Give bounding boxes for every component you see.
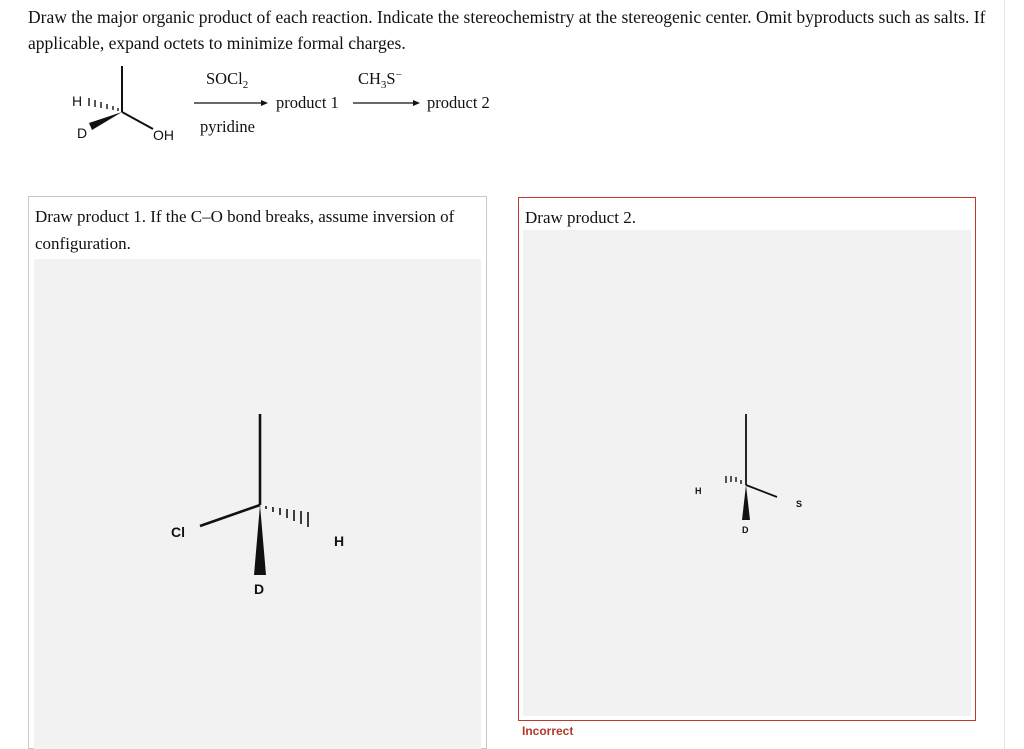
step2 xyxy=(353,69,490,112)
hash-bond-h xyxy=(89,98,118,111)
product1-d-atom: D xyxy=(254,581,265,597)
step1 xyxy=(194,69,339,136)
product2-label: product 2 xyxy=(427,93,490,112)
page-right-border xyxy=(1004,0,1005,749)
product2-d-atom: D xyxy=(742,525,749,535)
step1-solvent: pyridine xyxy=(200,117,255,136)
product2-feedback: Incorrect xyxy=(522,724,574,738)
product1-label: product 1 xyxy=(276,93,339,112)
product1-panel xyxy=(28,196,487,749)
product2-panel xyxy=(518,197,976,721)
product1-structure xyxy=(34,259,481,749)
step1-arrowhead xyxy=(261,100,268,106)
question-instructions: Draw the major organic product of each reaction. Indicate the stereochemistry at the stereogenic center. Omit byproducts such as salts. If applicable, expand octets to minimize formal charges. xyxy=(28,7,986,53)
product1-cl-atom: Cl xyxy=(171,524,185,540)
product2-s-atom: S xyxy=(796,499,803,509)
product2-drawing-canvas[interactable] xyxy=(523,230,971,716)
step2-reagent: $CH_3S^-$ xyxy=(358,69,402,91)
product2-prompt: Draw product 2. xyxy=(525,208,636,227)
wedge-bond-d xyxy=(89,112,122,130)
reactant-d-label: D xyxy=(77,125,88,141)
product2-structure xyxy=(523,230,971,716)
step1-reagent: SOCl$_2$ xyxy=(206,69,249,91)
reactant-h-label: H xyxy=(72,93,83,109)
product2-h-atom: H xyxy=(695,486,702,496)
reaction-scheme xyxy=(0,0,520,160)
product1-drawing-canvas[interactable] xyxy=(34,259,481,749)
product1-prompt: Draw product 1. If the C–O bond breaks, assume inversion of configuration. xyxy=(35,207,455,253)
reactant-oh-label: OH xyxy=(153,127,174,143)
reactant-structure xyxy=(72,66,174,143)
product1-wedge-d xyxy=(254,505,266,575)
product2-hash-h xyxy=(726,476,741,484)
product2-wedge-d xyxy=(742,485,750,520)
step2-arrowhead xyxy=(413,100,420,106)
product1-h-atom: H xyxy=(334,533,345,549)
product1-hash-h xyxy=(266,506,308,527)
